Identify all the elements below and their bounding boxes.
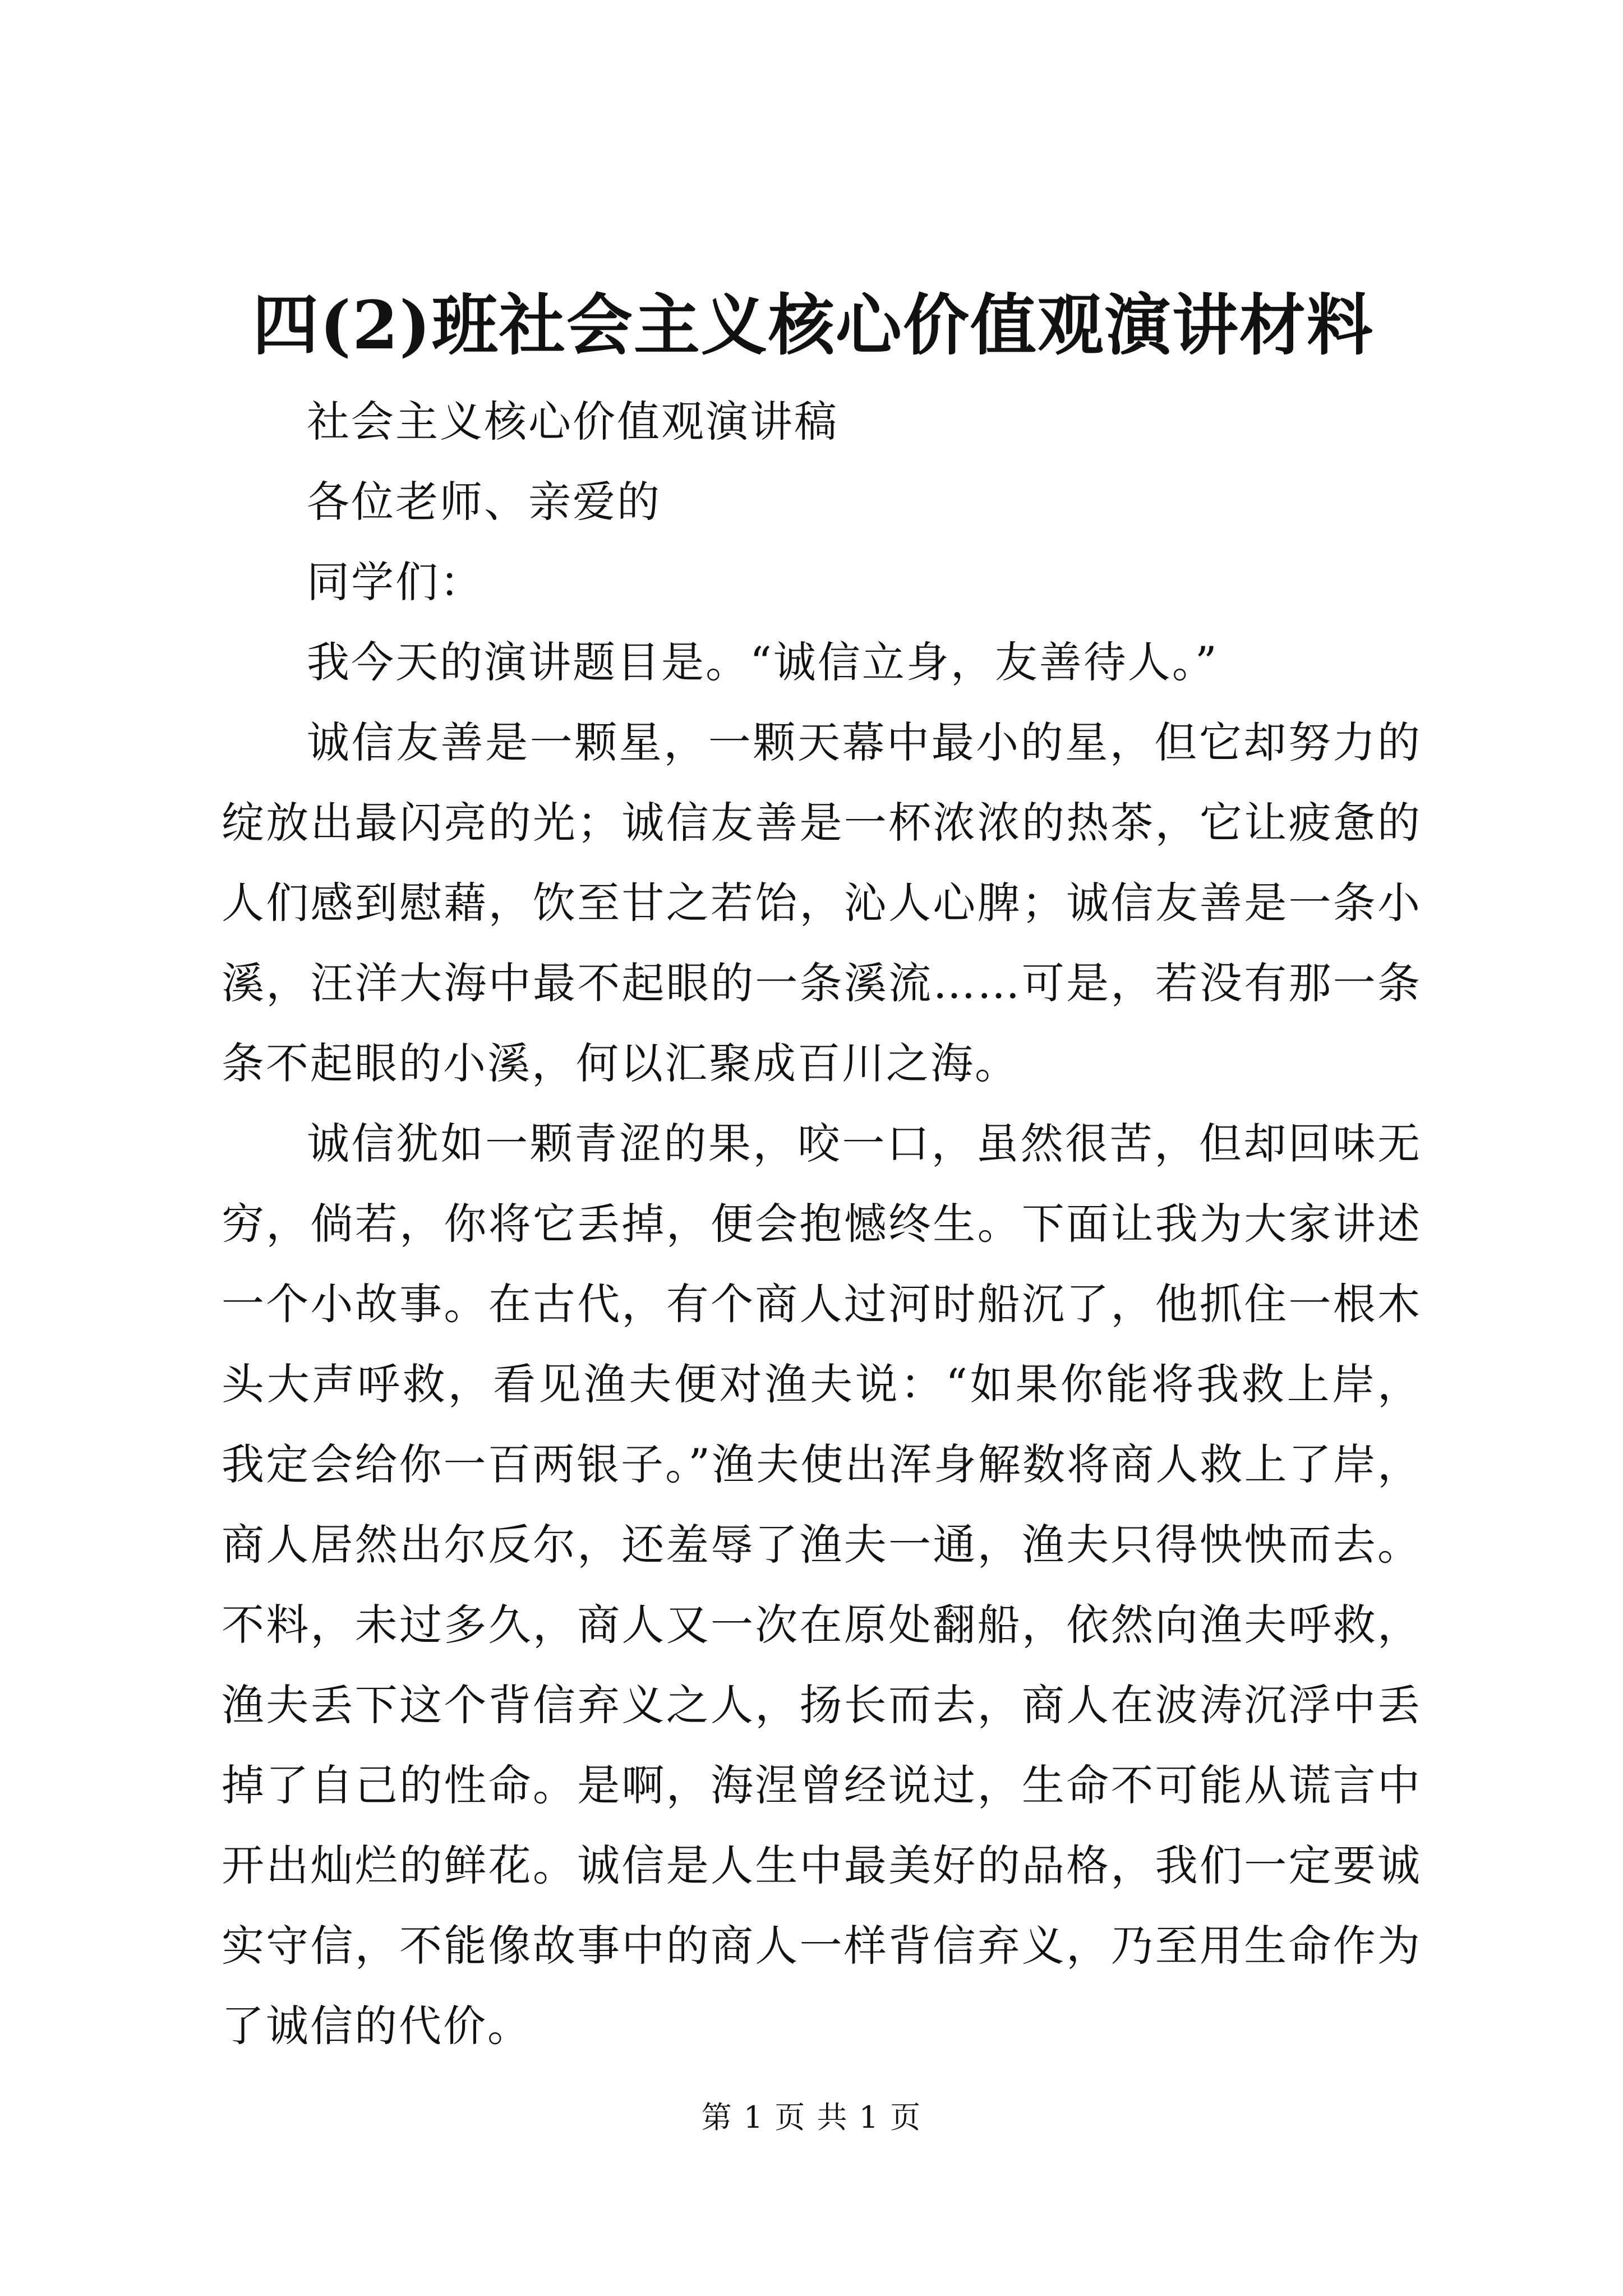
paragraph-greeting-continued: 同学们：: [307, 557, 484, 607]
document-title: 四(2)班社会主义核心价值观演讲材料: [252, 286, 1374, 364]
paragraph-body-2: 诚信犹如一颗青涩的果，咬一口，虽然很苦，但却回味无穷，倘若，你将它丢掉，便会抱憾终生。下面让我为大家讲述一个小故事。在古代，有个商人过河时船沉了，他抓住一根木头大声呼救，看见渔夫便对渔夫说：“如果你能将我救上岸，我定会给你一百两银子。”渔夫使出浑身解数将商人救上了岸，商人居然出尔反尔，还羞辱了渔夫一通，渔夫只得怏怏而去。不料，未过多久，商人又一次在原处翻船，依然向渔夫呼救，渔夫丢下这个背信弃义之人，扬长而去，商人在波涛沉浮中丢掉了自己的性命。是啊，海涅曾经说过，生命不可能从谎言中开出灿烂的鲜花。诚信是人生中最美好的品格，我们一定要诚实守信，不能像故事中的商人一样背信弃义，乃至用生命作为了诚信的代价。: [222, 1119, 1422, 2051]
page-number-footer: 第 1 页 共 1 页: [701, 2100, 922, 2135]
paragraph-speech-topic: 我今天的演讲题目是。“诚信立身，友善待人。”: [307, 637, 1219, 687]
document-body: [222, 381, 1422, 2066]
paragraph-greeting: 各位老师、亲爱的: [307, 477, 661, 527]
paragraph-body-1: 诚信友善是一颗星，一颗天幕中最小的星，但它却努力的绽放出最闪亮的光；诚信友善是一杯浓浓的热茶，它让疲惫的人们感到慰藉，饮至甘之若饴，沁人心脾；诚信友善是一条小溪，汪洋大海中最不起眼的一条溪流……可是，若没有那一条条不起眼的小溪，何以汇聚成百川之海。: [222, 717, 1422, 1088]
paragraph-speech-heading: 社会主义核心价值观演讲稿: [307, 397, 838, 447]
